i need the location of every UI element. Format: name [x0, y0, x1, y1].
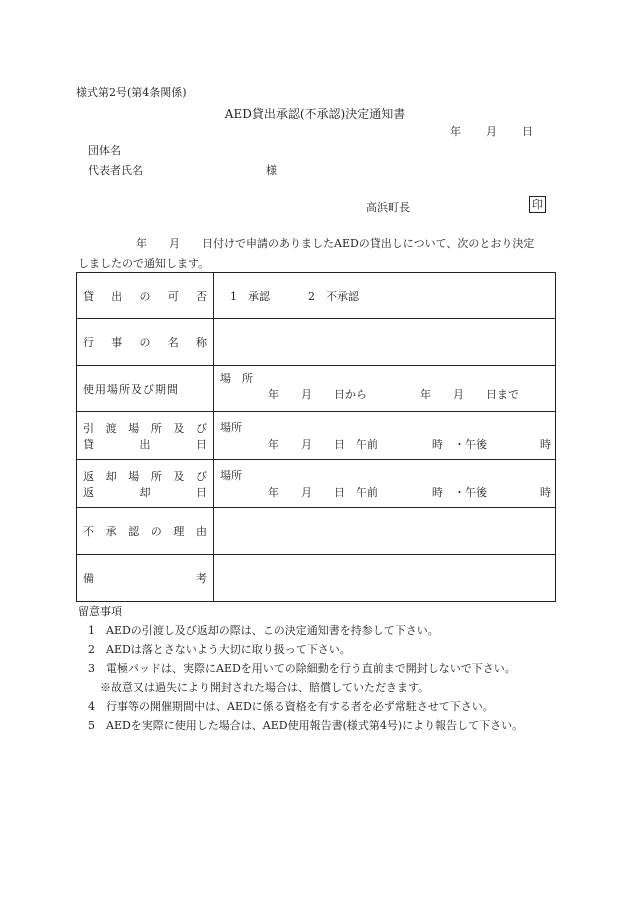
issuer-name: 高浜町長: [366, 201, 410, 214]
handover-time: 時 ・午後: [432, 438, 487, 451]
value-return: [214, 460, 556, 508]
notes-heading: 留意事項: [78, 605, 122, 618]
usage-place: 場 所: [220, 372, 253, 385]
date-day: 日: [522, 125, 533, 138]
value-approval: [214, 273, 556, 319]
handover-place: 場所: [220, 421, 242, 434]
representative-label: 代表者氏名: [88, 164, 143, 177]
label-reject-reason: 不 承 認 の 理 由: [77, 508, 214, 555]
seal-mark: 印: [529, 196, 546, 213]
return-date: 年 月 日 午前: [268, 486, 378, 499]
note-3: 3 電極パッドは、実際にAEDを用いての除細動を行う直前まで開封しないで下さい。: [88, 662, 516, 675]
paragraph-line-1: 年 月 日付けで申請のありましたAEDの貸出しについて、次のとおり決定: [136, 237, 535, 250]
note-2: 2 AEDは落とさないよう大切に取り扱って下さい。: [88, 643, 351, 656]
value-usage: [214, 366, 556, 412]
date-month: 月: [486, 125, 497, 138]
note-3-sub: ※故意又は過失により開封された場合は、賠償していただきます。: [100, 681, 430, 694]
label-handover: 引 渡 場 所 及 び 貸 出 日: [77, 412, 214, 460]
row-usage: [77, 366, 556, 412]
honorific: 様: [266, 164, 277, 177]
return-time: 時 ・午後: [432, 486, 487, 499]
row-return: [77, 460, 556, 508]
group-name-label: 団体名: [88, 144, 121, 157]
value-event-name: [214, 319, 556, 366]
return-place: 場所: [220, 469, 242, 482]
handover-hour: 時: [540, 438, 551, 451]
decision-table: [76, 272, 556, 602]
label-approval: 貸 出 の 可 否: [77, 273, 214, 319]
form-number: 様式第2号(第4条関係): [76, 86, 187, 99]
option-approve: 1 承認: [230, 290, 270, 303]
return-hour: 時: [540, 486, 551, 499]
notice-paragraph: [78, 234, 558, 274]
handover-date: 年 月 日 午前: [268, 438, 378, 451]
note-4: 4 行事等の開催期間中は、AEDに係る資格を有する者を必ず常駐させて下さい。: [88, 700, 494, 713]
value-handover: [214, 412, 556, 460]
document-title: AED貸出承認(不承認)決定通知書: [224, 107, 406, 121]
usage-to: 年 月 日まで: [420, 388, 519, 401]
paragraph-line-2: しましたので通知します。: [78, 257, 210, 270]
label-event-name: 行 事 の 名 称: [77, 319, 214, 366]
notes-section: [78, 602, 523, 735]
row-event-name: [77, 319, 556, 366]
row-reject-reason: [77, 508, 556, 555]
label-return: 返 却 場 所 及 び 返 却 日: [77, 460, 214, 508]
label-remarks: 備 考: [77, 555, 214, 602]
note-5: 5 AEDを実際に使用した場合は、AED使用報告書(様式第4号)により報告して下さい。: [88, 719, 524, 732]
date-year: 年: [450, 125, 461, 138]
value-remarks: [214, 555, 556, 602]
note-1: 1 AEDの引渡し及び返却の際は、この決定通知書を持参して下さい。: [88, 624, 439, 637]
usage-from: 年 月 日から: [268, 388, 367, 401]
row-handover: [77, 412, 556, 460]
value-reject-reason: [214, 508, 556, 555]
row-remarks: [77, 555, 556, 602]
row-approval: [77, 273, 556, 319]
label-usage: 使用場所及び期間: [77, 366, 214, 412]
option-reject: 2 不承認: [308, 290, 359, 303]
